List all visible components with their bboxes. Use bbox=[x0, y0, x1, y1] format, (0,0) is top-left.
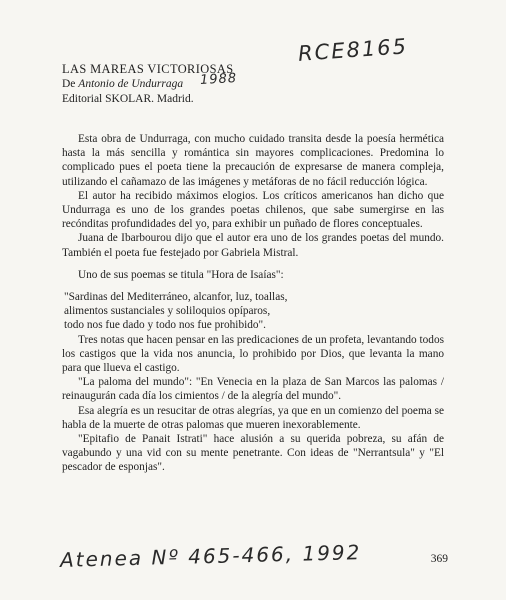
publisher: Editorial SKOLAR. Madrid. bbox=[62, 93, 194, 105]
poem-line: "Sardinas del Mediterráneo, alcanfor, luz, toallas, bbox=[64, 291, 288, 304]
paragraph: "La paloma del mundo": "En Venecia en la plaza de San Marcos las palomas / reinaugurán cada día los cimientos / de la alegría del mundo". bbox=[62, 376, 444, 403]
review-body bbox=[62, 132, 444, 475]
poem-line: alimentos sustanciales y soliloquios opíparos, bbox=[64, 305, 271, 318]
paragraph: Esa alegría es un resucitar de otras alegrías, ya que en un comienzo del poema se habla de la muerte de otras palomas que mueren inexorablemente. bbox=[62, 404, 444, 431]
byline bbox=[62, 77, 234, 92]
handwritten-year: 1988 bbox=[199, 71, 238, 88]
handwritten-catalog-code: RCE8165 bbox=[297, 34, 409, 66]
paragraph: El autor ha recibido máximos elogios. Los críticos americanos han dicho que Undurraga es uno de los grandes poetas chilenos, que sabe sumergirse en las recónditas profundidades del yo, para exhibir un puñado de flores conceptuales. bbox=[62, 189, 444, 231]
paragraph: Juana de Ibarbourou dijo que el autor era uno de los grandes poetas del mundo. También el poeta fue festejado por Gabriela Mistral. bbox=[62, 232, 444, 259]
book-title: LAS MAREAS VICTORIOSAS bbox=[62, 62, 234, 76]
poem-line: todo nos fue dado y todo nos fue prohibido". bbox=[64, 319, 266, 332]
paragraph: "Epitafio de Panait Istrati" hace alusión a su querida pobreza, su afán de vagabundo y una vid con su mente penetrante. Con ideas de "Nerrantsula" y "El pescador de esponjas". bbox=[62, 433, 444, 474]
page-number: 369 bbox=[430, 553, 448, 565]
paragraph: Tres notas que hacen pensar en las predicaciones de un profeta, levantando todos los castigos que la vida nos anuncia, lo prohibido por Dios, que levanta la mano para que llueva el castigo. bbox=[62, 333, 444, 375]
paragraph: Uno de sus poemas se titula "Hora de Isaías": bbox=[78, 268, 284, 281]
byline-prefix: De bbox=[62, 78, 79, 90]
book-header bbox=[62, 62, 234, 107]
author-name: Antonio de Undurraga bbox=[78, 78, 184, 90]
handwritten-journal-reference: Atenea Nº 465-466, 1992 bbox=[59, 540, 362, 572]
paragraph: Esta obra de Undurraga, con mucho cuidado transita desde la poesía hermética hasta la más sencilla y romántica sin mayores complicaciones. Predomina lo complicado pues el poeta tiene la precaución de expresarse de manera compleja, utilizando el cañamazo de las imágenes y metáforas de no fácil reducción lógica. bbox=[62, 133, 444, 188]
